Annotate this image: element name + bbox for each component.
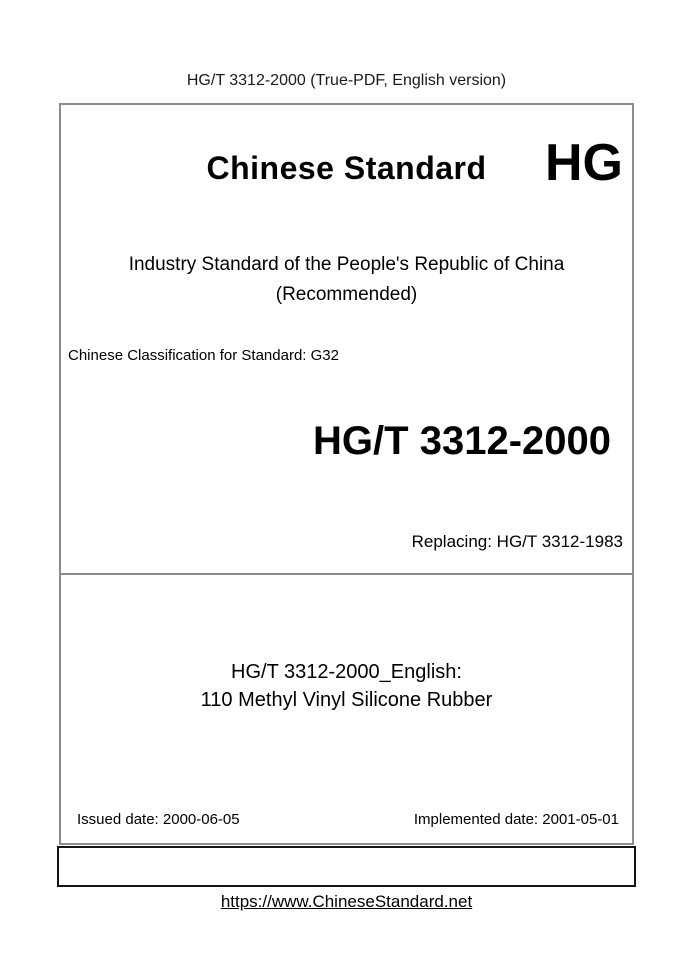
brand-code-hg: HG [545,134,623,192]
english-title-line-1: HG/T 3312-2000_English: [231,661,462,683]
page-header-text: HG/T 3312-2000 (True-PDF, English version) [186,72,507,89]
english-title-line-2: 110 Methyl Vinyl Silicone Rubber [200,689,493,711]
issued-date: Issued date: 2000-06-05 [77,811,240,828]
org-lines [61,250,632,310]
standard-number: HG/T 3312-2000 [313,419,611,463]
english-title [61,658,632,714]
dates-row [77,811,619,829]
section-divider [61,573,632,575]
footer-link[interactable]: https://www.ChineseStandard.net [220,892,473,911]
implemented-date: Implemented date: 2001-05-01 [413,811,619,828]
replacing-note: Replacing: HG/T 3312-1983 [411,532,623,551]
org-line-1: Industry Standard of the People's Republic of China [128,254,565,275]
org-line-2: (Recommended) [275,284,418,305]
brand-title: Chinese Standard [206,150,487,186]
classification-line: Chinese Classification for Standard: G32 [68,347,339,364]
footer-empty-box [57,846,636,887]
cover-box [59,103,634,845]
